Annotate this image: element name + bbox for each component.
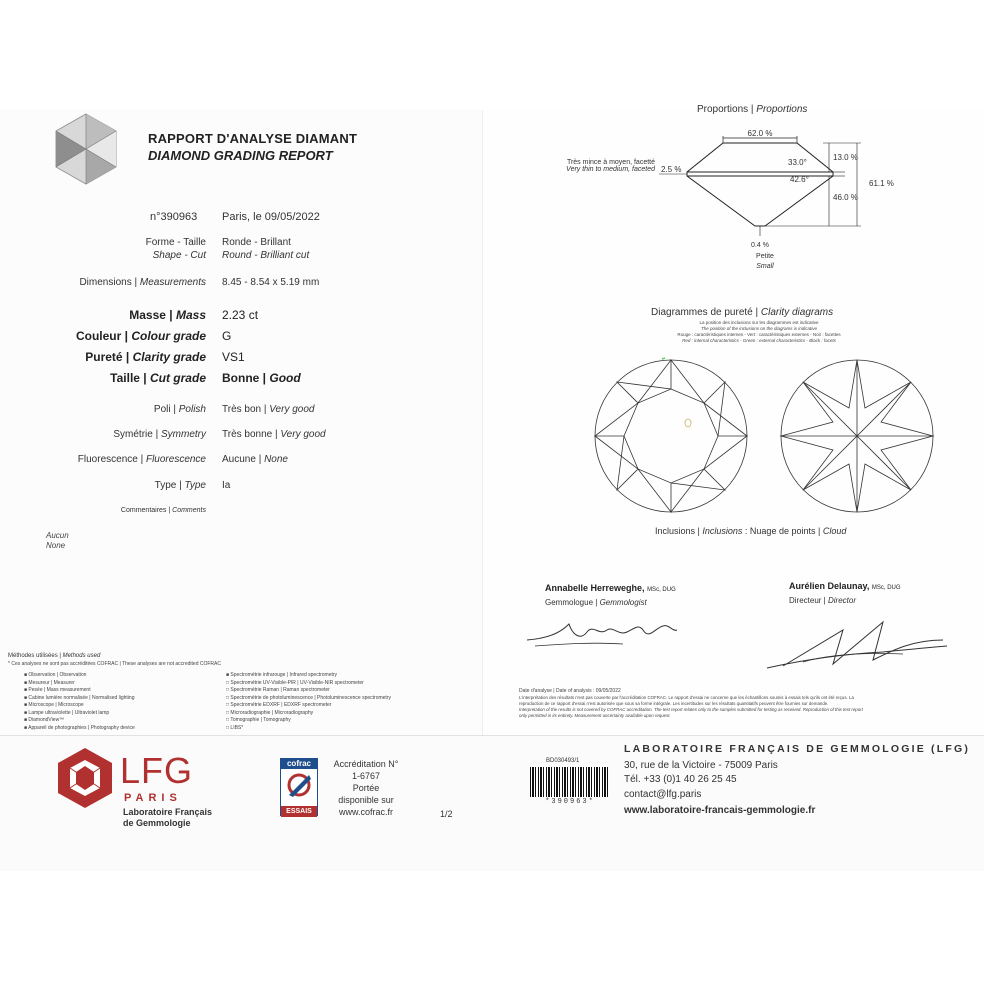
shape-value: Ronde - Brillant (222, 237, 291, 248)
gemmologist-role: Gemmologue | Gemmologist (545, 598, 647, 607)
method-item: ■ Lampe ultraviolette | Ultraviolet lamp (24, 709, 110, 716)
colour-label: Couleur | Colour grade (75, 329, 206, 343)
certificate-page (0, 104, 984, 870)
dimensions-label: Dimensions | Measurements (79, 277, 206, 288)
lab-name: LABORATOIRE FRANÇAIS DE GEMMOLOGIE (LFG) (624, 743, 971, 755)
accreditation-block: Accréditation N° 1-6767 Portée disponible sur www.cofrac.fr (333, 759, 399, 817)
lab-address: 30, rue de la Victoire - 75009 Paris (624, 760, 778, 771)
lfg-wordmark: LFG (120, 750, 194, 791)
page-number: 1/2 (440, 809, 453, 819)
inclusion-mark (685, 419, 691, 427)
lfg-paris: PARIS (124, 792, 182, 804)
method-item: ■ Pesée | Mass measurement (24, 687, 91, 693)
methods-title: Méthodes utilisées | Methods used (8, 653, 101, 659)
comments-value-fr: Aucun (46, 531, 69, 540)
total-depth: 61.1 % (869, 179, 894, 188)
shape-label-en: Shape - Cut (152, 250, 206, 261)
legal-text: L'interprétation des résultats n'est pas couverte par l'accréditation COFRAC. Le rapport d'essai ne concerne que les échantillons soumis à essais tels qu'ils ont été reçus. La reproduction de ce rapport d'essai n'est autorisée que sous sa forme intégrale. Les incertitudes sur les résultats quantitatifs peuvent être fournies sur demande. Interpretation of the results is not covered by COFRAC accreditation. The test report relates only to the samples submitted for testing as received. Reproduction of this test report only permitted in its entirety. Measurement uncertainty available upon request. (519, 695, 863, 718)
director-name: Aurélien Delaunay, MSc, DUG (789, 581, 901, 591)
methods-col2 (226, 672, 466, 732)
method-item: □ Spectrométrie EDXRF | EDXRF spectrometer (226, 702, 332, 708)
proportions-title: Proportions | Proportions (697, 104, 808, 115)
clarity-notes: La position des inclusions sur les diagrammes est indicative The position of the inclusions on the diagrams is indicative Rouge : caractéristiques internes - Vert : caractéristiques externes - Noir : facettes Red : internal characteristics - Green : external characteristics - Black : facets (677, 320, 841, 343)
pavilion-angle: 42.6° (790, 175, 809, 184)
shape-value-en: Round - Brilliant cut (222, 250, 310, 261)
barcode (530, 767, 610, 797)
fluorescence-label: Fluorescence | Fluorescence (77, 454, 206, 465)
barcode-id: BD030493/1 (546, 758, 580, 764)
method-item: □ LIBS* (226, 724, 244, 731)
cut-value: Bonne | Good (222, 371, 301, 385)
diamond-logo-icon (52, 112, 120, 186)
lab-website[interactable]: www.laboratoire-francais-gemmologie.fr (624, 805, 816, 816)
gemmologist-signature (523, 610, 683, 658)
shape-label: Forme - Taille (145, 237, 206, 248)
cut-label: Taille | Cut grade (110, 371, 206, 385)
method-item: □ Microradiographie | Microradiography (226, 709, 314, 716)
clarity-label: Pureté | Clarity grade (85, 350, 206, 364)
right-panel (482, 104, 984, 735)
method-item: ■ Observation | Observation (24, 672, 87, 678)
polish-label: Poli | Polish (153, 404, 206, 415)
lfg-name-2: de Gemmologie (123, 818, 191, 828)
culet-pct: 0.4 % (751, 242, 769, 249)
methods-note: * Ces analyses ne sont pas accréditées COFRAC | These analyses are not accredited COFRAC (8, 661, 221, 667)
method-item: ■ Cabine lumière normalisée | Normalised lighting (24, 694, 135, 701)
fluorescence-value: Aucune | None (222, 454, 288, 465)
inclusions-line: Inclusions | Inclusions : Nuage de points | Cloud (655, 526, 847, 536)
symmetry-value: Très bonne | Very good (222, 429, 326, 440)
lfg-name-1: Laboratoire Français (123, 807, 213, 817)
report-number: n°390963 (150, 211, 198, 223)
girdle-pct: 2.5 % (661, 165, 682, 174)
type-value: Ia (222, 480, 231, 491)
lab-email[interactable]: contact@lfg.paris (624, 789, 702, 800)
crown-view-diagram (591, 356, 751, 516)
left-panel (0, 110, 482, 735)
method-item: ■ Appareil de photographies | Photography device (24, 724, 135, 731)
report-title-en: DIAMOND GRADING REPORT (148, 148, 333, 163)
report-title-fr: RAPPORT D'ANALYSE DIAMANT (148, 131, 358, 146)
director-signature (763, 610, 953, 682)
mass-value: 2.23 ct (222, 308, 259, 322)
pavilion-depth: 46.0 % (833, 193, 858, 202)
crown-height: 13.0 % (833, 153, 858, 162)
girdle-desc: Très mince à moyen, facetté Very thin to medium, faceted (566, 159, 655, 173)
method-item: ■ DiamondView™ (24, 717, 65, 723)
director-role: Directeur | Director (789, 596, 857, 605)
method-item: ■ Spectrométrie infrarouge | Infrared spectrometry (226, 672, 338, 678)
footer (0, 735, 984, 871)
proportions-diagram (483, 110, 984, 280)
polish-value: Très bon | Very good (222, 404, 315, 415)
symmetry-label: Symétrie | Symmetry (113, 429, 206, 440)
method-item: □ Tomographie | Tomography (226, 717, 291, 723)
barcode-text: *390963* (545, 798, 595, 806)
culet-fr: Petite (756, 253, 774, 260)
comments-label: Commentaires | Comments (120, 507, 206, 514)
methods-col1 (24, 672, 224, 732)
method-item: □ Spectrométrie de photoluminescence | Photoluminescence spectrometry (226, 694, 391, 701)
method-item: □ Spectrométrie Raman | Raman spectrometer (226, 687, 330, 693)
clarity-value: VS1 (222, 350, 245, 364)
table-pct: 62.0 % (747, 129, 773, 138)
analysis-date: Date d'analyse | Date of analysis : 09/05/2022 (519, 688, 621, 694)
method-item: ■ Mesureur | Measurer (24, 679, 75, 686)
culet-en: Small (756, 263, 774, 270)
lfg-logo-icon (56, 746, 114, 810)
crown-angle: 33.0° (788, 158, 807, 167)
comments-value-en: None (46, 541, 66, 550)
dimensions-value: 8.45 - 8.54 x 5.19 mm (222, 277, 320, 288)
method-item: □ Spectrométrie UV-Visible-PIR | UV-Visible-NIR spectrometer (226, 679, 364, 686)
method-item: ■ Microscope | Microscope (24, 702, 84, 708)
gemmologist-name: Annabelle Herreweghe, MSc, DUG (545, 583, 676, 593)
mass-label: Masse | Mass (129, 308, 206, 322)
pavilion-view-diagram (777, 356, 937, 516)
colour-value: G (222, 329, 232, 343)
report-place-date: Paris, le 09/05/2022 (222, 211, 320, 223)
type-label: Type | Type (154, 480, 206, 491)
cofrac-logo-icon: cofrac ESSAIS (280, 758, 318, 816)
lab-phone: Tél. +33 (0)1 40 26 25 45 (624, 774, 737, 785)
clarity-diagrams-title: Diagrammes de pureté | Clarity diagrams (651, 307, 834, 318)
